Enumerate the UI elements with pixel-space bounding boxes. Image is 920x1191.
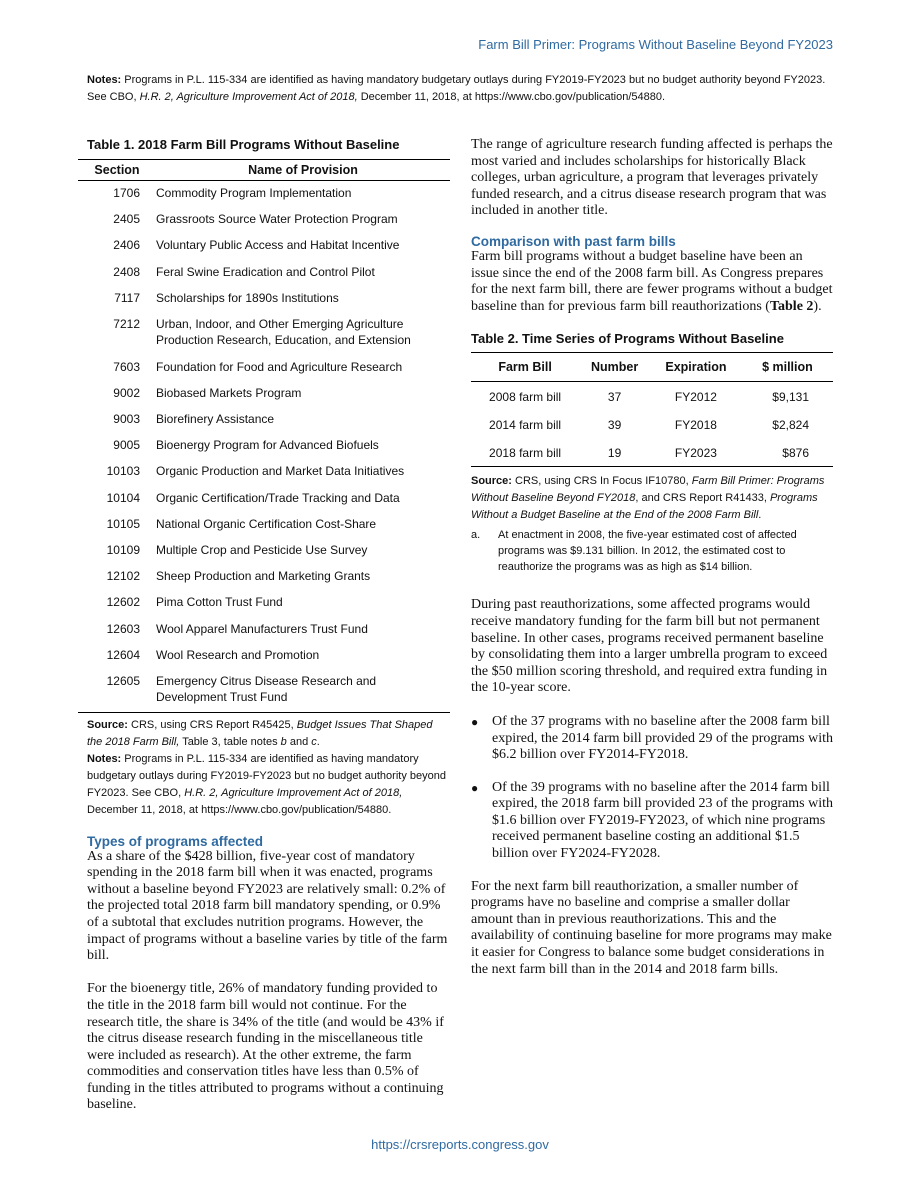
table1-source-note-c: c: [311, 735, 317, 748]
table1-row: [78, 433, 450, 459]
top-notes-text1: Programs in P.L. 115-334 are identified as having mandatory budgetary outlays during FY2019-FY2023 but no budget authority beyond FY2023. See CBO,: [87, 74, 826, 103]
top-notes: [87, 72, 833, 105]
table1-cell-section: 9002: [113, 385, 140, 400]
table1-notes-label: Notes:: [87, 752, 122, 765]
table1: [78, 159, 450, 713]
right-column: [471, 137, 833, 978]
footer-url[interactable]: https://crsreports.congress.gov: [371, 1137, 549, 1152]
table1-header-provision: Name of Provision: [156, 160, 450, 181]
table2-body: [471, 382, 833, 467]
table2-source: [471, 473, 833, 524]
table1-source-text1: CRS, using CRS Report R45425,: [131, 718, 294, 731]
table1-row: [78, 486, 450, 512]
table1-cell-section: 1706: [113, 186, 140, 200]
table1-row: [78, 407, 450, 433]
table1-notes-text1: Programs in P.L. 115-334 are identified as having mandatory budgetary outlays during FY2019-FY2023 but no budget authority beyond FY2023. See CBO,: [87, 752, 446, 799]
table1-cell-provision: Organic Production and Market Data Initiatives: [156, 464, 405, 479]
table1-row: [78, 538, 450, 564]
table1-row: [78, 669, 450, 712]
comparison-heading: Comparison with past farm bills: [471, 233, 676, 249]
table1-cell-section: 7212: [113, 316, 140, 331]
table1-source-italic: Budget Issues That Shaped the 2018 Farm Bill,: [87, 718, 433, 748]
table2-row: [471, 438, 833, 467]
table1-source: [78, 717, 450, 751]
table2-row: [471, 410, 833, 438]
table1-cell-provision: Urban, Indoor, and Other Emerging Agriculture Production Research, Education, and Extension: [156, 316, 411, 348]
table2-row: [471, 382, 833, 411]
table1-source-note-b: b: [280, 735, 287, 748]
table1-cell-section: 2408: [113, 264, 140, 279]
table2-cell-expiration: FY2023: [650, 438, 742, 467]
table1-cell-section: 2406: [113, 238, 140, 253]
table1-header-row: [78, 160, 450, 181]
table1-source-and: and: [289, 735, 309, 748]
left-column: [78, 137, 450, 1114]
table2-cell-number: 19: [579, 438, 650, 467]
table1-cell-provision: Biobased Markets Program: [156, 385, 302, 400]
table1-cell-provision: Feral Swine Eradication and Control Pilot: [156, 264, 375, 279]
table1-cell-provision: Bioenergy Program for Advanced Biofuels: [156, 438, 379, 453]
table2-header-row: [471, 353, 833, 382]
top-notes-italic: H.R. 2, Agriculture Improvement Act of 2018,: [139, 90, 358, 103]
types-heading: Types of programs affected: [87, 833, 264, 849]
closing-para: For the next farm bill reauthorization, a smaller number of programs have no baseline and comprise a smaller dollar amount than in previous reauthorizations. This and the availability of continuing baseline for more programs may make it easier for Congress to balance some budget considerations in the next farm bill than in the 2014 and 2018 farm bills.: [471, 878, 832, 977]
table1-cell-provision: Multiple Crop and Pesticide Use Survey: [156, 542, 368, 557]
table1-cell-section: 9005: [113, 438, 140, 453]
table2: [471, 352, 833, 467]
past-reauth-para: During past reauthorizations, some affected programs would receive mandatory funding for the farm bill but not permanent baseline. In other cases, programs received permanent baseline by consolidating them into a larger umbrella program to exceed the $50 million scoring threshold, and required extra funding in the 10-year score.: [471, 597, 828, 696]
table1-cell-provision: Foundation for Food and Agriculture Research: [156, 359, 403, 374]
table1-row: [78, 617, 450, 643]
table2-header-expiration: Expiration: [650, 353, 742, 382]
comparison-text: Farm bill programs without a budget baseline have been an issue since the end of the 2008 farm bill. As Congress prepares for the next farm bill, there are fewer programs without a budget baseline than for previous farm bill reauthorizations (: [471, 248, 833, 314]
table1-title: Table 1. 2018 Farm Bill Programs Without Baseline: [87, 137, 400, 152]
table1-row: [78, 286, 450, 312]
table2-header-million: $ million: [742, 353, 833, 382]
table1-row: [78, 207, 450, 233]
table1-cell-provision: Scholarships for 1890s Institutions: [156, 290, 339, 305]
table2-cell-number: 37: [607, 390, 622, 405]
bullet-dot-icon: ●: [471, 780, 479, 795]
table1-cell-section: 10109: [106, 542, 140, 557]
table1-row: [78, 181, 450, 208]
table2-source-end: .: [758, 509, 762, 522]
table2-cell-million: $9,131: [772, 390, 809, 405]
table2-cell-farm-bill: 2008 farm bill: [489, 390, 562, 405]
table2-source-italic1: Farm Bill Primer: Programs Without Baseline Beyond FY2018: [471, 475, 825, 505]
page-header-title: Farm Bill Primer: Programs Without Baseline Beyond FY2023: [478, 37, 833, 52]
table1-cell-section: 7603: [113, 359, 140, 374]
table2-source-italic2: Programs Without a Budget Baseline at the End of the 2008 Farm Bill: [471, 492, 818, 522]
table1-cell-section: 12102: [106, 569, 140, 584]
table2-cell-million: $876: [742, 438, 833, 467]
table2-cell-farm-bill: 2014 farm bill: [489, 418, 562, 433]
table1-cell-provision: Pima Cotton Trust Fund: [156, 595, 283, 610]
comparison-para: [471, 249, 833, 315]
comparison-table-ref: Table 2: [769, 298, 814, 314]
table1-cell-section: 9003: [113, 412, 140, 426]
table1-row: [78, 355, 450, 381]
table1-cell-provision: Organic Certification/Trade Tracking and Data: [156, 490, 400, 505]
table1-source-end: .: [316, 735, 320, 748]
table2-cell-expiration: FY2018: [674, 418, 717, 433]
table1-cell-section: 2405: [113, 212, 140, 227]
table2-cell-expiration: FY2012: [674, 390, 717, 405]
types-para2: For the bioenergy title, 26% of mandatory funding provided to the title in the 2018 farm bill would not continue. For the research title, the share is 34% of the title (and would be 43% if the citrus disease research funding in the miscellaneous title were included as research). At the other extreme, the farm commodities and conservation titles have less than 0.5% of funding in the titles attributed to programs without a continuing baseline.: [87, 981, 444, 1113]
table1-row: [78, 312, 450, 355]
table1-cell-section: 10104: [106, 490, 140, 505]
table2-source-text1: CRS, using CRS In Focus IF10780,: [515, 475, 689, 488]
table2-header-number: Number: [579, 353, 650, 382]
table1-row: [78, 590, 450, 616]
bullet-text: Of the 37 programs with no baseline after the 2008 farm bill expired, the 2014 farm bill provided 29 of the programs with $6.2 billion over FY2014-FY2018.: [492, 713, 833, 763]
table1-cell-provision: Wool Research and Promotion: [156, 647, 320, 662]
table2-cell-number: 39: [607, 418, 622, 433]
table1-cell-provision: Biorefinery Assistance: [156, 412, 275, 426]
top-notes-label: Notes:: [87, 74, 122, 86]
types-section: [87, 834, 450, 1115]
table1-notes: [78, 751, 450, 819]
table1-notes-italic: H.R. 2, Agriculture Improvement Act of 2018,: [184, 786, 403, 799]
types-para1: As a share of the $428 billion, five-year cost of mandatory spending in the 2018 farm bill when it was enacted, programs without a baseline beyond FY2023 are relatively small: 0.2% of the projected total 2018 farm bill mandatory spending, or 0.9% of a subtotal that excludes nutrition programs. However, the impact of programs without a baseline varies by title of the farm bill.: [87, 848, 448, 964]
table1-body: [78, 181, 450, 713]
table1-cell-section: 10103: [106, 464, 140, 479]
table1-cell-section: 7117: [114, 290, 140, 305]
table1-row: [78, 260, 450, 286]
table1-cell-section: 12605: [78, 669, 156, 712]
table2-source-text2: , and CRS Report R41433,: [635, 492, 767, 505]
bullet-list: [471, 714, 833, 863]
table2-header-farm-bill: Farm Bill: [471, 353, 579, 382]
table1-header-section: Section: [78, 160, 156, 181]
comparison-end: ).: [813, 298, 822, 314]
table2-footnote: [471, 527, 833, 575]
table2-footnote-text: At enactment in 2008, the five-year estimated cost of affected programs was $9.131 billion. In 2012, the estimated cost to reauthorize the programs was as high as $14 billion.: [498, 529, 797, 574]
table1-cell-provision: Sheep Production and Marketing Grants: [156, 569, 371, 584]
table1-cell-section: 12602: [106, 595, 140, 610]
bullet-item: [471, 780, 833, 863]
bullet-dot-icon: ●: [471, 714, 479, 729]
table1-source-text2: Table 3, table notes: [182, 735, 278, 748]
table1-row: [78, 381, 450, 407]
table1-cell-provision: Wool Apparel Manufacturers Trust Fund: [156, 621, 368, 636]
table1-row: [78, 233, 450, 259]
table1-cell-section: 10105: [106, 516, 140, 531]
table1-cell-provision: Emergency Citrus Disease Research and Development Trust Fund: [156, 669, 450, 712]
table1-cell-provision: Commodity Program Implementation: [156, 186, 352, 200]
top-notes-text2: December 11, 2018, at https://www.cbo.gov/publication/54880.: [360, 90, 666, 103]
bullet-text: Of the 39 programs with no baseline after the 2014 farm bill expired, the 2018 farm bill provided 23 of the programs with $1.6 billion over FY2019-FY2023, of which nine programs received permanent baseline costing an additional $1.5 billion over FY2024-FY2028.: [492, 779, 833, 862]
table1-cell-provision: Grassroots Source Water Protection Program: [156, 212, 398, 227]
table1-cell-provision: National Organic Certification Cost-Share: [156, 516, 377, 531]
table2-footnote-label: a.: [471, 529, 481, 542]
table2-title: Table 2. Time Series of Programs Without Baseline: [471, 331, 784, 347]
bullet-item: [471, 714, 833, 764]
table1-row: [78, 643, 450, 669]
table2-cell-million: $2,824: [772, 418, 809, 433]
table1-row: [78, 564, 450, 590]
table1-cell-section: 12604: [106, 647, 140, 662]
table1-source-label: Source:: [87, 718, 128, 731]
table2-source-label: Source:: [471, 475, 512, 488]
table1-row: [78, 459, 450, 485]
table2-cell-farm-bill: 2018 farm bill: [471, 438, 579, 467]
table1-notes-text2: December 11, 2018, at https://www.cbo.gov/publication/54880.: [87, 803, 392, 816]
table1-row: [78, 512, 450, 538]
table1-cell-provision: Voluntary Public Access and Habitat Incentive: [156, 238, 400, 253]
research-para: The range of agriculture research funding affected is perhaps the most varied and includes scholarships for historically Black colleges, urban agriculture, a program that leverages privately funded research, and a citrus disease research program that was included in another title.: [471, 137, 833, 219]
table1-cell-section: 12603: [106, 621, 140, 636]
